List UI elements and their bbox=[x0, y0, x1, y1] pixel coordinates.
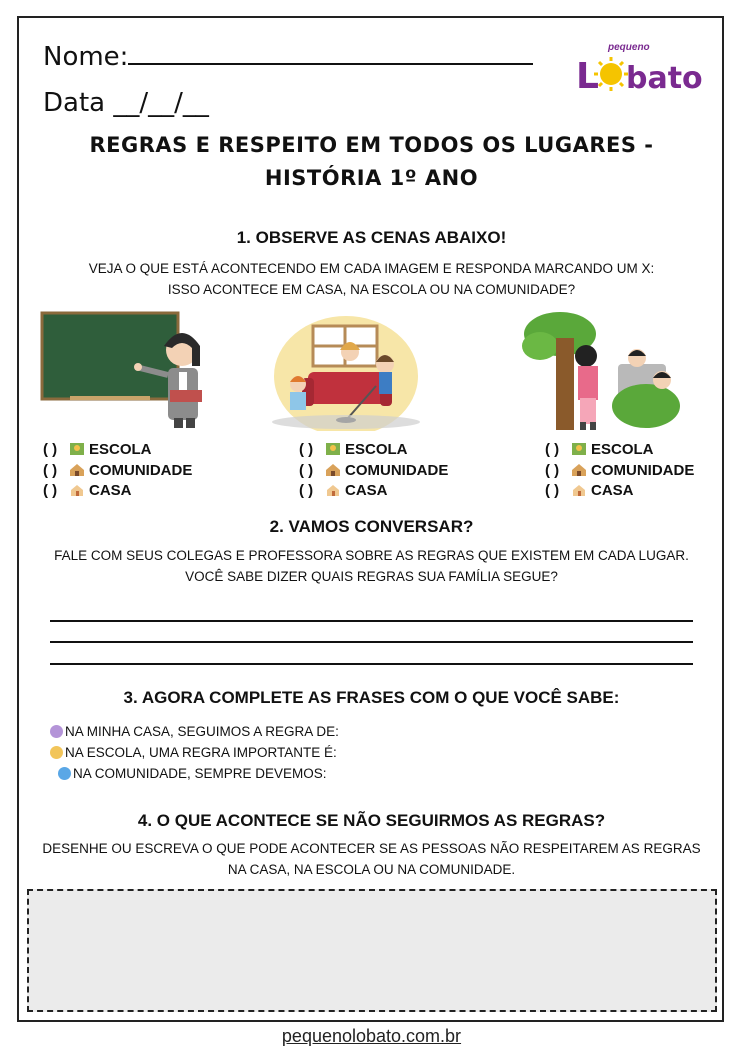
options-column-1 bbox=[43, 440, 192, 502]
community-icon bbox=[571, 463, 587, 477]
section4-text-line1: DESENHE OU ESCREVA O QUE PODE ACONTECER SE AS PESSOAS NÃO RESPEITAREM AS REGRAS bbox=[42, 841, 701, 856]
option-label: CASA bbox=[89, 482, 132, 499]
school-icon bbox=[325, 442, 341, 456]
answer-line[interactable] bbox=[50, 620, 693, 622]
checkbox[interactable]: ( ) bbox=[545, 461, 560, 479]
option-label: CASA bbox=[345, 482, 388, 499]
section2-text-line1: FALE COM SEUS COLEGAS E PROFESSORA SOBRE AS REGRAS QUE EXISTEM EM CADA LUGAR. bbox=[54, 548, 689, 563]
option-comunidade[interactable] bbox=[545, 461, 694, 482]
option-label: COMUNIDADE bbox=[345, 461, 449, 479]
option-label: ESCOLA bbox=[591, 441, 654, 458]
option-label: CASA bbox=[591, 482, 634, 499]
date-label: Data __/__/__ bbox=[43, 88, 209, 118]
checkbox[interactable]: ( ) bbox=[299, 461, 314, 479]
option-comunidade[interactable] bbox=[43, 461, 192, 482]
section2-heading: 2. VAMOS CONVERSAR? bbox=[269, 517, 474, 536]
checkbox[interactable]: ( ) bbox=[43, 482, 58, 499]
section1-heading: 1. OBSERVE AS CENAS ABAIXO! bbox=[236, 228, 507, 247]
drawing-area[interactable] bbox=[27, 889, 717, 1012]
section1-text-line1: VEJA O QUE ESTÁ ACONTECENDO EM CADA IMAGEM E RESPONDA MARCANDO UM X: bbox=[88, 261, 655, 276]
logo-top-text: pequeno bbox=[608, 42, 650, 53]
option-escola[interactable] bbox=[545, 440, 694, 461]
children-park-image bbox=[522, 308, 682, 433]
option-casa[interactable] bbox=[545, 481, 694, 502]
section4-heading: 4. O QUE ACONTECE SE NÃO SEGUIRMOS AS REGRAS? bbox=[137, 811, 606, 830]
house-icon bbox=[69, 483, 85, 497]
checkbox[interactable]: ( ) bbox=[299, 441, 314, 458]
section4-text-line2: NA CASA, NA ESCOLA OU NA COMUNIDADE. bbox=[227, 862, 516, 877]
sentence-text: NA MINHA CASA, SEGUIMOS A REGRA DE: bbox=[65, 724, 339, 739]
option-label: ESCOLA bbox=[89, 441, 152, 458]
checkbox[interactable]: ( ) bbox=[545, 441, 560, 458]
school-icon bbox=[571, 442, 587, 456]
checkbox[interactable]: ( ) bbox=[43, 461, 58, 479]
answer-line[interactable] bbox=[50, 641, 693, 643]
checkbox[interactable]: ( ) bbox=[43, 441, 58, 458]
checkbox[interactable]: ( ) bbox=[299, 482, 314, 499]
worksheet-title-line2: HISTÓRIA 1º ANO bbox=[264, 166, 479, 190]
name-field[interactable] bbox=[43, 42, 533, 72]
name-underline bbox=[128, 63, 533, 65]
option-escola[interactable] bbox=[43, 440, 192, 461]
sentence-text: NA ESCOLA, UMA REGRA IMPORTANTE É: bbox=[65, 745, 337, 760]
name-label: Nome: bbox=[43, 42, 129, 72]
sentence-item[interactable] bbox=[58, 763, 327, 784]
yellow-dot-icon bbox=[50, 746, 63, 759]
blue-dot-icon bbox=[58, 767, 71, 780]
sentence-item[interactable] bbox=[50, 721, 339, 742]
footer-website[interactable]: pequenolobato.com.br bbox=[281, 1026, 462, 1046]
options-column-2 bbox=[299, 440, 448, 502]
option-label: ESCOLA bbox=[345, 441, 408, 458]
option-label: COMUNIDADE bbox=[89, 461, 193, 479]
teacher-chalkboard-image bbox=[40, 310, 210, 430]
option-label: COMUNIDADE bbox=[591, 461, 695, 479]
svg-text:L: L bbox=[576, 56, 599, 97]
house-icon bbox=[325, 483, 341, 497]
community-icon bbox=[69, 463, 85, 477]
worksheet-title-line1: REGRAS E RESPEITO EM TODOS OS LUGARES - bbox=[89, 133, 654, 157]
svg-text:bato: bato bbox=[626, 61, 703, 96]
option-escola[interactable] bbox=[299, 440, 448, 461]
community-icon bbox=[325, 463, 341, 477]
school-icon bbox=[69, 442, 85, 456]
option-casa[interactable] bbox=[43, 481, 192, 502]
house-icon bbox=[571, 483, 587, 497]
option-comunidade[interactable] bbox=[299, 461, 448, 482]
option-casa[interactable] bbox=[299, 481, 448, 502]
section3-heading: 3. AGORA COMPLETE AS FRASES COM O QUE VOCÊ SABE: bbox=[123, 688, 620, 707]
section2-text-line2: VOCÊ SABE DIZER QUAIS REGRAS SUA FAMÍLIA SEGUE? bbox=[185, 569, 558, 584]
date-field[interactable] bbox=[43, 88, 209, 118]
family-home-image bbox=[268, 306, 423, 431]
sentence-item[interactable] bbox=[50, 742, 337, 763]
checkbox[interactable]: ( ) bbox=[545, 482, 560, 499]
sentence-text: NA COMUNIDADE, SEMPRE DEVEMOS: bbox=[73, 766, 327, 781]
answer-line[interactable] bbox=[50, 663, 693, 665]
options-column-3 bbox=[545, 440, 694, 502]
section1-text-line2: ISSO ACONTECE EM CASA, NA ESCOLA OU NA COMUNIDADE? bbox=[167, 282, 576, 297]
logo bbox=[574, 42, 714, 98]
purple-dot-icon bbox=[50, 725, 63, 738]
logo-art bbox=[574, 42, 714, 98]
